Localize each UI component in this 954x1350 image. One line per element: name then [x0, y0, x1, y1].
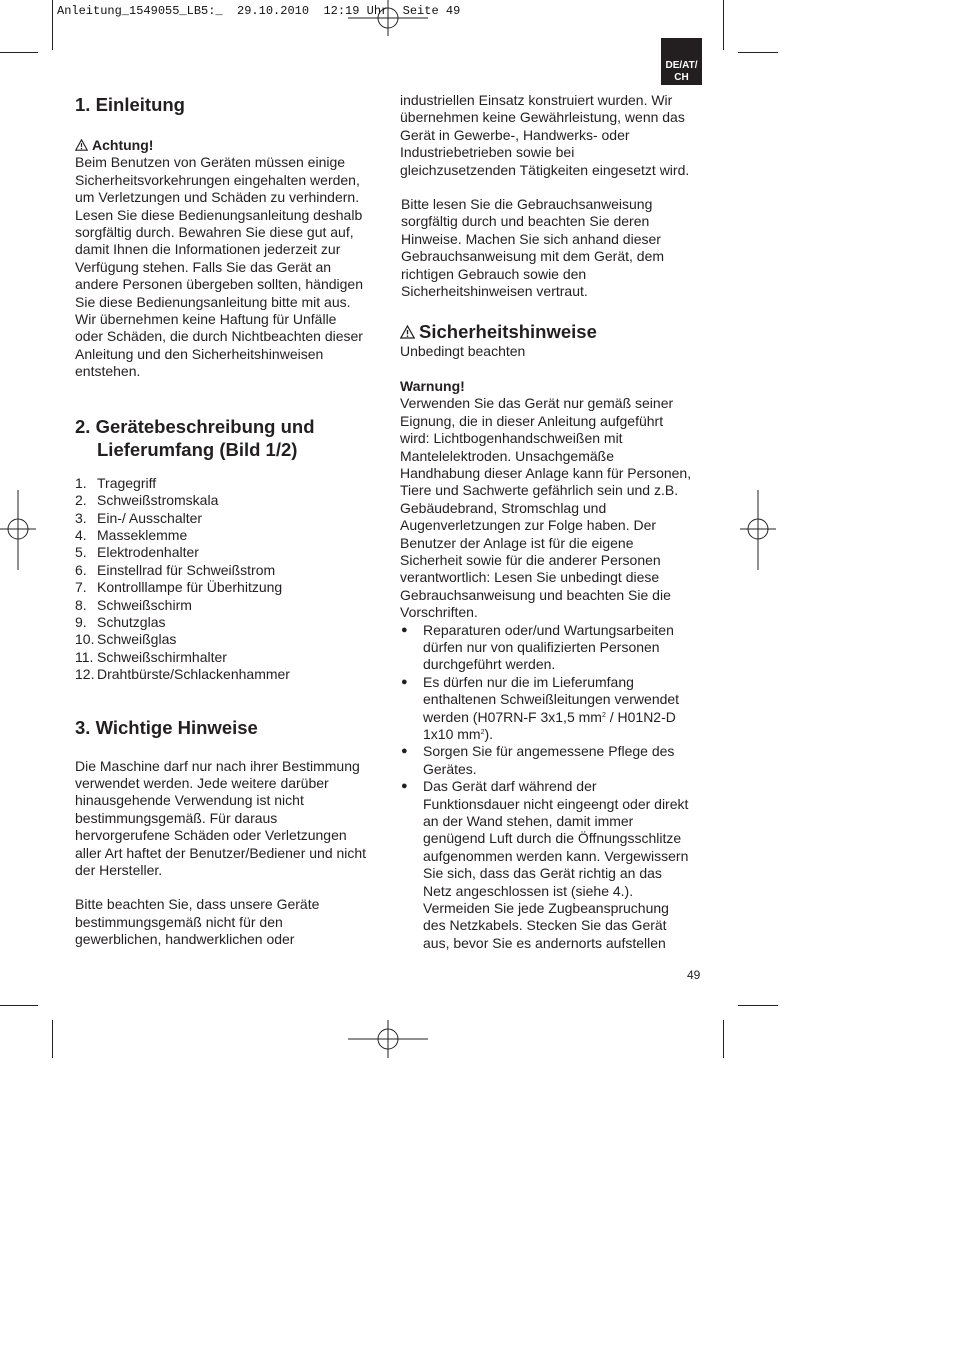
item-label: Kontrolllampe für Überhitzung [97, 579, 283, 596]
text-line: Augenverletzungen zur Folge haben. Der [400, 517, 657, 534]
text-line: oder Schäden, die durch Nichtbeachten dieser [75, 328, 363, 345]
text-line: enthaltenen Schweißleitungen verwendet [423, 691, 680, 708]
crop-mark [723, 0, 724, 50]
item-number: 8. [75, 596, 87, 613]
text-line: Industriebetrieben sowie bei [400, 144, 575, 161]
item-number: 12. [75, 666, 95, 683]
language-tab-line2: CH [674, 72, 689, 83]
text-line: Wir übernehmen keine Haftung für Unfälle [75, 311, 337, 328]
item-number: 1. [75, 474, 87, 491]
item-label: Tragegriff [97, 474, 157, 491]
registration-mark-top [348, 0, 428, 36]
list-item [75, 527, 380, 544]
text-line: Die Maschine darf nur nach ihrer Bestimmung [75, 757, 360, 774]
paragraph [75, 896, 380, 948]
paragraph [75, 758, 380, 880]
text-line: aller Art haftet der Benutzer/Bediener und nicht [75, 844, 367, 861]
item-label: Drahtbürste/Schlackenhammer [97, 666, 290, 683]
text-line: Hinweise. Machen Sie sich anhand dieser [401, 230, 661, 247]
print-file-header: Anleitung_1549055_LB5:_ 29.10.2010 12:19 Uhr Seite 49 [57, 4, 461, 18]
item-label: Schweißglas [97, 631, 177, 648]
section-title-einleitung: 1. Einleitung [75, 94, 185, 115]
text-line: Verwenden Sie das Gerät nur gemäß seiner [400, 395, 674, 412]
crop-mark [738, 52, 778, 53]
text-line: Sicherheitshinweisen vertraut. [401, 283, 588, 300]
warning-label: Warnung! [400, 377, 465, 394]
text-line: Tiere und Sachwerte gefährlich sein und z.B. [400, 482, 679, 499]
section-title-wichtige-hinweise: 3. Wichtige Hinweise [75, 716, 258, 738]
item-number: 11. [75, 648, 94, 665]
warning-triangle-icon [75, 139, 88, 151]
text-line: aus, bevor Sie es andernorts aufstellen [423, 934, 666, 951]
bullet-icon: ● [401, 780, 408, 793]
item-label: Schweißschirm [97, 596, 192, 613]
text-line: sorgfältig durch. Bewahren Sie diese gut auf, [75, 224, 354, 241]
bullet-item [400, 778, 705, 952]
text-line: Sie diese Bedienungsanleitung bitte mit aus. [75, 293, 351, 310]
paragraph [400, 196, 705, 300]
text-line: richtigen Gebrauch sowie den [401, 265, 587, 282]
list-item [75, 544, 380, 561]
text-line: des Netzkabels. Stecken Sie das Gerät [423, 917, 667, 934]
list-item [75, 666, 380, 683]
text-line: Bitte beachten Sie, dass unsere Geräte [75, 896, 320, 913]
text-line: damit Ihnen die Informationen jederzeit zur [75, 241, 341, 258]
text-line: Gerätes. [423, 760, 477, 777]
section-title-text: Sicherheitshinweise [419, 321, 597, 343]
item-label: Schweißschirmhalter [97, 648, 227, 665]
text-line: Gerät in Gewerbe-, Handwerks- oder [400, 126, 630, 143]
item-number: 7. [75, 579, 87, 596]
text-line: aufgenommen werden kann. Vergewissern [423, 847, 689, 864]
item-number: 9. [75, 613, 87, 630]
text-fragment: 1x10 mm [423, 726, 481, 742]
text-line: Netz angeschlossen ist (siehe 4.). [423, 882, 634, 899]
item-number: 3. [75, 509, 87, 526]
registration-mark-bottom [348, 1020, 428, 1058]
text-line: verantwortlich: Lesen Sie unbedingt diese [400, 569, 660, 586]
text-line: sorgfältig durch und beachten Sie deren [401, 213, 650, 230]
language-tab [661, 38, 702, 85]
item-label: Schutzglas [97, 613, 166, 630]
item-number: 2. [75, 492, 87, 509]
paragraph [400, 395, 705, 621]
superscript: 2 [480, 729, 485, 736]
section-title-line: Lieferumfang (Bild 1/2) [97, 438, 298, 460]
item-label: Masseklemme [97, 526, 188, 543]
bullet-icon: ● [401, 623, 408, 636]
text-line: Reparaturen oder/und Wartungsarbeiten [423, 621, 674, 638]
warning-triangle-icon [400, 325, 415, 339]
subtitle: Unbedingt beachten [400, 343, 526, 360]
text-line: Sorgen Sie für angemessene Pflege des [423, 743, 675, 760]
list-item [75, 579, 380, 596]
bullet-icon: ● [401, 675, 408, 688]
left-column [75, 92, 380, 949]
registration-mark-left [0, 490, 36, 570]
text-line: an der Wand stehen, damit immer [423, 813, 634, 830]
text-line: Benutzer der Anlage ist für die eigene [400, 534, 634, 551]
intro-paragraph [75, 154, 380, 380]
text-line: Mantelelektroden. Unsachgemäße [400, 447, 615, 464]
text-line: Gebrauchsanweisung und beachten Sie die [400, 586, 671, 603]
text-line: andere Personen übergeben sollten, händigen [75, 276, 364, 293]
crop-mark [0, 1005, 38, 1006]
text-line: Eignung, die in dieser Anleitung aufgeführt [400, 412, 664, 429]
list-item [75, 492, 380, 509]
warning-heading [75, 137, 380, 154]
text-line: verwendet werden. Jede weitere darüber [75, 774, 329, 791]
text-line: Handhabung dieser Anlage kann für Personen, [400, 464, 692, 481]
text-line: Sie sich, dass das Gerät richtig an das [423, 865, 662, 882]
text-line: Bitte lesen Sie die Gebrauchsanweisung [401, 196, 653, 213]
text-line: dürfen nur von qualifizierten Personen [423, 638, 660, 655]
text-line: gleichzusetzenden Tätigkeiten eingesetzt wird. [400, 161, 690, 178]
text-line: Beim Benutzen von Geräten müssen einige [75, 154, 346, 171]
text-line: Vermeiden Sie jede Zugbeanspruchung [423, 900, 669, 917]
text-line: Funktionsdauer nicht eingeengt oder direkt [423, 795, 689, 812]
crop-mark [52, 0, 53, 50]
list-item [75, 597, 380, 614]
text-line: um Verletzungen und Schäden zu verhindern. [75, 189, 360, 206]
warning-label: Achtung! [92, 137, 154, 153]
text-line: hervorgerufene Schäden oder Verletzungen [75, 827, 347, 844]
text-line: Anleitung und den Sicherheitshinweisen [75, 345, 324, 362]
text-line: bestimmungsgemäß nicht für den [75, 913, 283, 930]
text-line: Lesen Sie diese Bedienungsanleitung deshalb [75, 206, 363, 223]
registration-mark-right [740, 490, 776, 570]
item-number: 10. [75, 631, 95, 648]
item-label: Ein-/ Ausschalter [97, 509, 203, 526]
item-number: 6. [75, 561, 87, 578]
text-line: wird: Lichtbogenhandschweißen mit [400, 430, 623, 447]
text-line: Es dürfen nur die im Lieferumfang [423, 673, 634, 690]
list-item [75, 562, 380, 579]
item-label: Schweißstromskala [97, 492, 219, 509]
list-item [75, 649, 380, 666]
list-item [75, 614, 380, 631]
text-line: Sicherheit sowie für die anderer Personen [400, 551, 661, 568]
text-line: Vorschriften. [400, 604, 478, 621]
safety-bullet-list [400, 622, 705, 953]
text-line [423, 709, 679, 726]
crop-mark [0, 52, 38, 53]
text-line: Das Gerät darf während der [423, 778, 597, 795]
text-fragment: ). [484, 726, 494, 742]
crop-mark [738, 1005, 778, 1006]
section-title-line: 2. Gerätebeschreibung und [75, 415, 315, 437]
crop-mark [723, 1020, 724, 1058]
text-line: durchgeführt werden. [423, 656, 556, 673]
text-line: bestimmungsgemäß. Für daraus [75, 809, 278, 826]
bullet-item [400, 743, 705, 778]
item-label: Einstellrad für Schweißstrom [97, 561, 276, 578]
text-line: Gebrauchsanweisung mit dem Gerät, dem [401, 248, 665, 265]
text-line: Verfügung stehen. Falls Sie das Gerät an [75, 258, 332, 275]
page-number: 49 [687, 968, 701, 982]
text-line: genügend Luft durch die Öffnungsschlitze [423, 830, 682, 847]
text-fragment: werden (H07RN-F 3x1,5 mm [423, 708, 602, 725]
text-line: übernehmen keine Gewährleistung, wenn das [400, 109, 685, 126]
right-column [400, 92, 705, 952]
text-line: der Hersteller. [75, 862, 163, 878]
language-tab-line1: DE/AT/ [665, 60, 698, 71]
section-title-sicherheitshinweise [400, 320, 705, 343]
list-item [75, 475, 380, 492]
item-number: 5. [75, 544, 87, 561]
text-line: Sicherheitsvorkehrungen eingehalten werden, [75, 171, 360, 188]
bullet-item [400, 622, 705, 674]
text-line: hinausgehende Verwendung ist nicht [75, 792, 304, 809]
superscript: 2 [601, 711, 606, 719]
list-item [75, 631, 380, 648]
parts-list [75, 475, 380, 684]
bullet-item [400, 674, 705, 744]
list-item [75, 510, 380, 527]
text-fragment: / H01N2-D [605, 708, 676, 725]
text-line: entstehen. [75, 363, 141, 380]
item-number: 4. [75, 526, 87, 543]
section-title-geraetebeschreibung [75, 415, 380, 461]
bullet-icon: ● [401, 745, 408, 758]
crop-mark [52, 1020, 53, 1058]
text-line: Gebäudebrand, Stromschlag und [400, 499, 607, 516]
text-line: industriellen Einsatz konstruiert wurden. Wir [400, 92, 673, 108]
text-line: gewerblichen, handwerklichen oder [75, 931, 295, 948]
text-line [423, 726, 679, 743]
paragraph [400, 92, 705, 179]
item-label: Elektrodenhalter [97, 544, 199, 561]
